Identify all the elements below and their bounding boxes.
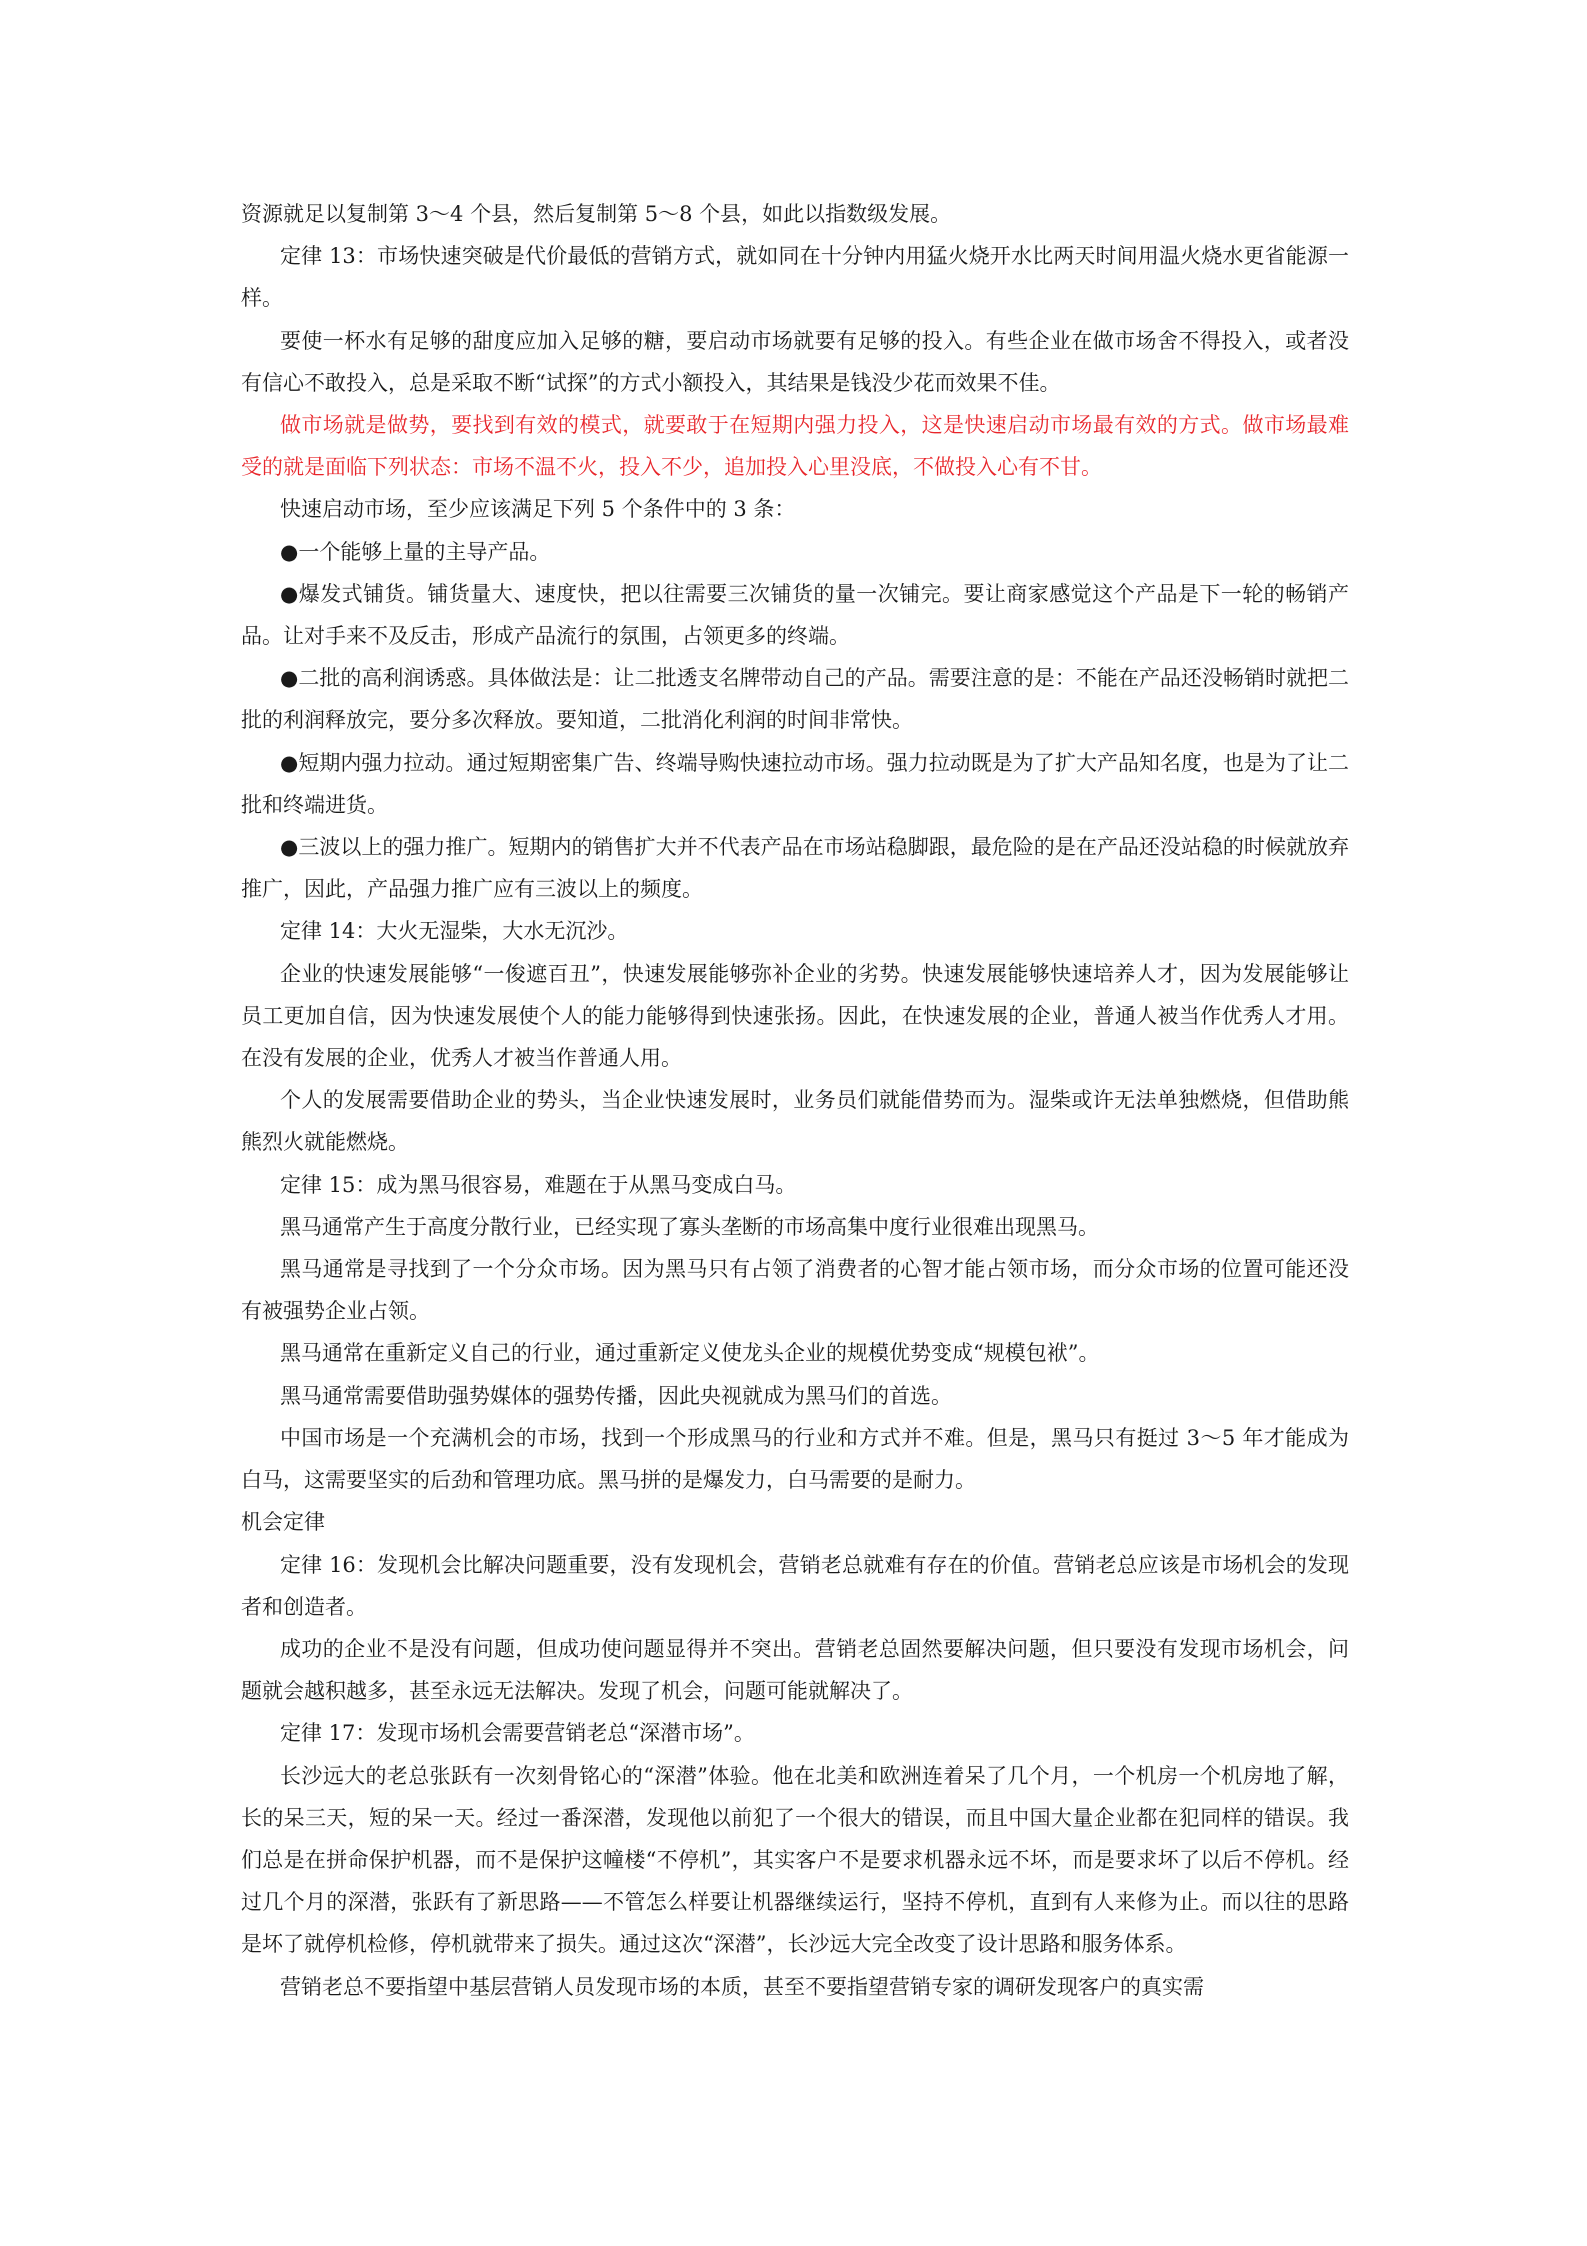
paragraph: 成功的企业不是没有问题，但成功使问题显得并不突出。营销老总固然要解决问题，但只要没有发现市场机会，问题就会越积越多，甚至永远无法解决。发现了机会，问题可能就解决了。 bbox=[241, 1636, 1349, 1704]
paragraph: 个人的发展需要借助企业的势头，当企业快速发展时，业务员们就能借势而为。湿柴或许无法单独燃烧，但借助熊熊烈火就能燃烧。 bbox=[241, 1088, 1349, 1155]
paragraph: ●爆发式铺货。铺货量大、速度快，把以往需要三次铺货的量一次铺完。要让商家感觉这个产品是下一轮的畅销产品。让对手来不及反击，形成产品流行的氛围，占领更多的终端。 bbox=[241, 581, 1349, 649]
paragraph: ●一个能够上量的主导产品。 bbox=[280, 539, 551, 564]
paragraph: 黑马通常在重新定义自己的行业，通过重新定义使龙头企业的规模优势变成“规模包袱”。 bbox=[280, 1341, 1100, 1366]
document-body bbox=[241, 193, 1349, 2008]
paragraph: 资源就足以复制第 3～4 个县，然后复制第 5～8 个县，如此以指数级发展。 bbox=[241, 202, 952, 226]
paragraph: 中国市场是一个充满机会的市场，找到一个形成黑马的行业和方式并不难。但是，黑马只有挺过 3～5 年才能成为白马，这需要坚实的后劲和管理功底。黑马拼的是爆发力，白马需要的是耐力。 bbox=[241, 1425, 1349, 1493]
paragraph: ●短期内强力拉动。通过短期密集广告、终端导购快速拉动市场。强力拉动既是为了扩大产品知名度，也是为了让二批和终端进货。 bbox=[241, 750, 1349, 817]
paragraph: 黑马通常需要借助强势媒体的强势传播，因此央视就成为黑马们的首选。 bbox=[280, 1383, 952, 1408]
paragraph: 定律 14：大火无湿柴，大水无沉沙。 bbox=[280, 919, 629, 944]
paragraph: 长沙远大的老总张跃有一次刻骨铭心的“深潜”体验。他在北美和欧洲连着呆了几个月，一个机房一个机房地了解，长的呆三天，短的呆一天。经过一番深潜，发现他以前犯了一个很大的错误，而且中国大量企业都在犯同样的错误。我们总是在拼命保护机器，而不是保护这幢楼“不停机”，其实客户不是要求机器永远不坏，而是要求坏了以后不停机。经过几个月的深潜，张跃有了新思路——不管怎么样要让机器继续运行，坚持不停机，直到有人来修为止。而以往的思路是坏了就停机检修，停机就带来了损失。通过这次“深潜”，长沙远大完全改变了设计思路和服务体系。 bbox=[241, 1763, 1349, 1957]
paragraph: 定律 15：成为黑马很容易，难题在于从黑马变成白马。 bbox=[280, 1172, 797, 1197]
paragraph: 机会定律 bbox=[241, 1510, 325, 1535]
paragraph: 营销老总不要指望中基层营销人员发现市场的本质，甚至不要指望营销专家的调研发现客户的真实需 bbox=[280, 1974, 1204, 1999]
paragraph: 黑马通常是寻找到了一个分众市场。因为黑马只有占领了消费者的心智才能占领市场，而分众市场的位置可能还没有被强势企业占领。 bbox=[241, 1257, 1349, 1324]
paragraph: 企业的快速发展能够“一俊遮百丑”，快速发展能够弥补企业的劣势。快速发展能够快速培养人才，因为发展能够让员工更加自信，因为快速发展使个人的能力能够得到快速张扬。因此，在快速发展的企业，普通人被当作优秀人才用。在没有发展的企业，优秀人才被当作普通人用。 bbox=[241, 961, 1349, 1071]
paragraph: 黑马通常产生于高度分散行业，已经实现了寡头垄断的市场高集中度行业很难出现黑马。 bbox=[280, 1214, 1099, 1239]
paragraph: 做市场就是做势，要找到有效的模式，就要敢于在短期内强力投入，这是快速启动市场最有效的方式。做市场最难受的就是面临下列状态：市场不温不火，投入不少，追加投入心里没底，不做投入心有不甘。 bbox=[241, 413, 1349, 480]
paragraph: 快速启动市场，至少应该满足下列 5 个条件中的 3 条： bbox=[280, 497, 796, 522]
paragraph: ●二批的高利润诱惑。具体做法是：让二批透支名牌带动自己的产品。需要注意的是：不能在产品还没畅销时就把二批的利润释放完，要分多次释放。要知道，二批消化利润的时间非常快。 bbox=[241, 666, 1349, 733]
paragraph: ●三波以上的强力推广。短期内的销售扩大并不代表产品在市场站稳脚跟，最危险的是在产品还没站稳的时候就放弃推广，因此，产品强力推广应有三波以上的频度。 bbox=[241, 835, 1349, 902]
paragraph: 定律 16：发现机会比解决问题重要，没有发现机会，营销老总就难有存在的价值。营销老总应该是市场机会的发现者和创造者。 bbox=[241, 1552, 1349, 1619]
paragraph: 定律 17：发现市场机会需要营销老总“深潜市场”。 bbox=[280, 1721, 755, 1746]
paragraph: 定律 13：市场快速突破是代价最低的营销方式，就如同在十分钟内用猛火烧开水比两天时间用温火烧水更省能源一样。 bbox=[241, 244, 1349, 311]
paragraph: 要使一杯水有足够的甜度应加入足够的糖，要启动市场就要有足够的投入。有些企业在做市场舍不得投入，或者没有信心不敢投入，总是采取不断“试探”的方式小额投入，其结果是钱没少花而效果不佳。 bbox=[241, 328, 1349, 395]
